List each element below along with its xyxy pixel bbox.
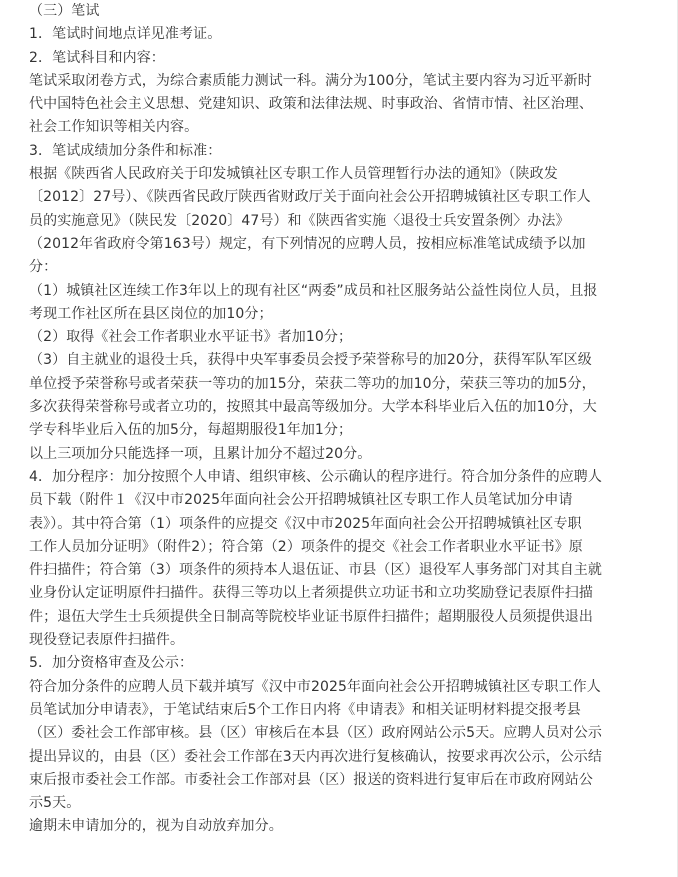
paragraph-line: 根据《陕西省人民政府关于印发城镇社区专职工作人员管理暂行办法的通知》（陕政发 bbox=[29, 166, 558, 183]
paragraph-line: 学专科毕业后入伍的加5分，每超期服役1年加1分； bbox=[29, 422, 353, 439]
paragraph-line: 2．笔试科目和内容： bbox=[29, 49, 165, 66]
paragraph-line: 员的实施意见》（陕民发〔2020〕47号）和《陕西省实施〈退役士兵安置条例〉办法》 bbox=[29, 212, 570, 229]
paragraph-line: 社会工作知识等相关内容。 bbox=[29, 119, 199, 136]
paragraph-line: 员下载（附件１《汉中市2025年面向社会公开招聘城镇社区专职工作人员笔试加分申请 bbox=[29, 492, 573, 509]
paragraph-line: 以上三项加分只能选择一项，且累计加分不超过20分。 bbox=[29, 445, 372, 462]
section-heading: （三）笔试 bbox=[29, 3, 100, 19]
paragraph-line: （2）取得《社会工作者职业水平证书》者加10分； bbox=[29, 329, 353, 346]
paragraph-line: 表》）。其中符合第（1）项条件的应提交《汉中市2025年面向社会公开招聘城镇社区专职 bbox=[29, 515, 582, 532]
paragraph-line: 代中国特色社会主义思想、党建知识、政策和法律法规、时事政治、省情市情、社区治理、 bbox=[29, 96, 593, 113]
paragraph-line: 业身份认定证明原件扫描件。获得三等功以上者须提供立功证书和立功奖励登记表原件扫描 bbox=[29, 585, 593, 602]
paragraph-line: 考现工作社区所在县区岗位的加10分； bbox=[29, 305, 273, 322]
paragraph-line: 多次获得荣誉称号或者立功的，按照其中最高等级加分。大学本科毕业后入伍的加10分，大 bbox=[29, 399, 597, 416]
paragraph-line: 示5天。 bbox=[29, 795, 81, 812]
document-body bbox=[29, 0, 659, 839]
paragraph-line: 4．加分程序：加分按照个人申请、组织审核、公示确认的程序进行。符合加分条件的应聘人 bbox=[29, 468, 603, 485]
paragraph-line: （3）自主就业的退役士兵，获得中央军事委员会授予荣誉称号的加20分，获得军队军区级 bbox=[29, 352, 592, 369]
paragraph-line: 员笔试加分申请表》，于笔试结束后5个工作日内将《申请表》和相关证明材料提交报考县 bbox=[29, 701, 581, 718]
paragraph-line: 束后报市委社会工作部。市委社会工作部对县（区）报送的资料进行复审后在市政府网站公 bbox=[29, 771, 593, 788]
paragraph-line: （1）城镇社区连续工作3年以上的现有社区“两委”成员和社区服务站公益性岗位人员，且报 bbox=[29, 282, 598, 299]
paragraph-line: （2012年省政府令第163号）规定，有下列情况的应聘人员，按相应标准笔试成绩予以加 bbox=[29, 235, 586, 252]
paragraph-line: 逾期未申请加分的，视为自动放弃加分。 bbox=[29, 818, 283, 835]
paragraph-line: 〔2012〕27号）、《陕西省民政厅陕西省财政厅关于面向社会公开招聘城镇社区专职工作人 bbox=[29, 189, 591, 206]
paragraph-line: （区）委社会工作部审核。县（区）审核后在本县（区）政府网站公示5天。应聘人员对公示 bbox=[29, 725, 603, 742]
paragraph-line: 提出异议的，由县（区）委社会工作部在3天内再次进行复核确认，按要求再次公示，公示结 bbox=[29, 748, 603, 765]
paragraph-line: 件扫描件；符合第（3）项条件的须持本人退伍证、市县（区）退役军人事务部门对其自主就 bbox=[29, 562, 603, 579]
paragraph-line: 5．加分资格审查及公示： bbox=[29, 655, 194, 672]
paragraph-line: 工作人员加分证明》（附件2）；符合第（2）项条件的提交《社会工作者职业水平证书》原 bbox=[29, 538, 583, 555]
paragraph-line: 现役登记表原件扫描件。 bbox=[29, 632, 185, 649]
paragraph-line: 件；退伍大学生士兵须提供全日制高等院校毕业证书原件扫描件；超期服役人员须提供退出 bbox=[29, 608, 593, 625]
paragraph-line: 1．笔试时间地点详见准考证。 bbox=[29, 26, 222, 43]
paragraph-line: 符合加分条件的应聘人员下载并填写《汉中市2025年面向社会公开招聘城镇社区专职工作人 bbox=[29, 678, 601, 695]
paragraph-line: 单位授予荣誉称号或者荣获一等功的加15分，荣获二等功的加10分，荣获三等功的加5分， bbox=[29, 375, 596, 392]
paragraph-line: 笔试采取闭卷方式，为综合素质能力测试一科。满分为100分，笔试主要内容为习近平新时 bbox=[29, 72, 592, 89]
paragraph-line: 3．笔试成绩加分条件和标准： bbox=[29, 142, 222, 159]
paragraph-line: 分： bbox=[29, 259, 58, 276]
